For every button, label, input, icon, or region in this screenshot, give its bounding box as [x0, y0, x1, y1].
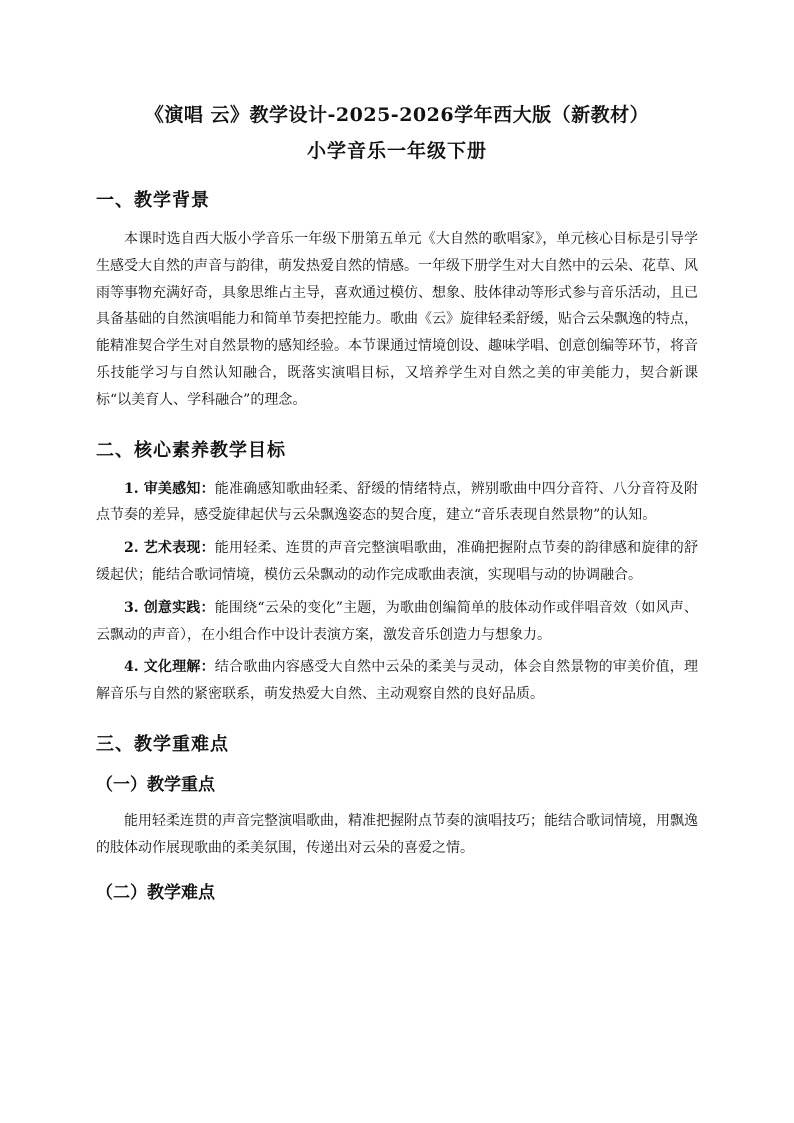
goal-text: 结合歌曲内容感受大自然中云朵的柔美与灵动，体会自然景物的审美价值，理解音乐与自然的紧密联系，萌发热爱大自然、主动观察自然的良好品质。 — [96, 659, 698, 703]
document-subtitle: 小学音乐一年级下册 — [306, 140, 487, 162]
goal-item — [96, 535, 698, 589]
goal-text: 能围绕“云朵的变化”主题，为歌曲创编简单的肢体动作或伴唱音效（如风声、云飘动的声音），在小组合作中设计表演方案，激发音乐创造力与想象力。 — [96, 599, 698, 643]
section-goals — [96, 436, 698, 708]
goal-label: 4. 文化理解： — [124, 659, 215, 676]
goal-item — [96, 476, 698, 530]
subsection-heading: （二）教学难点 — [96, 882, 215, 903]
section-heading: 二、核心素养教学目标 — [96, 439, 286, 461]
goal-item — [96, 654, 698, 708]
goal-text: 能用轻柔、连贯的声音完整演唱歌曲，准确把握附点节奏的韵律感和旋律的舒缓起伏；能结合歌词情境，模仿云朵飘动的动作完成歌曲表演，实现唱与动的协调融合。 — [96, 540, 698, 583]
goal-label: 2. 艺术表现： — [124, 540, 215, 557]
section-paragraph: 本课时选自西大版小学音乐一年级下册第五单元《大自然的歌唱家》，单元核心目标是引导学生感受大自然的声音与韵律，萌发热爱自然的情感。一年级下册学生对大自然中的云朵、花草、风雨等事物充满好奇，具象思维占主导，喜欢通过模仿、想象、肢体律动等形式参与音乐活动，且已具备基础的自然演唱能力和简单节奏把控能力。歌曲《云》旋律轻柔舒缓，贴合云朵飘逸的特点，能精准契合学生对自然景物的感知经验。本节课通过情境创设、趣味学唱、创意创编等环节，将音乐技能学习与自然认知融合，既落实演唱目标，又培养学生对自然之美的审美能力，契合新课标“以美育人、学科融合”的理念。 — [96, 231, 698, 408]
section-background — [96, 186, 698, 414]
document-body — [96, 186, 698, 930]
document-title: 《演唱 云》教学设计-2025-2026学年西大版（新教材） — [144, 104, 650, 126]
goal-item — [96, 595, 698, 649]
section-heading: 一、教学背景 — [96, 190, 210, 211]
goal-label: 1. 审美感知： — [124, 480, 215, 497]
section-heading: 三、教学重难点 — [96, 733, 229, 755]
subsection-heading: （一）教学重点 — [96, 774, 215, 795]
goal-label: 3. 创意实践： — [124, 599, 215, 616]
goal-text: 能准确感知歌曲轻柔、舒缓的情绪特点，辨别歌曲中四分音符、八分音符及附点节奏的差异，感受旋律起伏与云朵飘逸姿态的契合度，建立“音乐表现自然景物”的认知。 — [96, 480, 698, 524]
section-key-points — [96, 730, 698, 908]
subsection-paragraph: 能用轻柔连贯的声音完整演唱歌曲，精准把握附点节奏的演唱技巧；能结合歌词情境，用飘逸的肢体动作展现歌曲的柔美氛围，传递出对云朵的喜爱之情。 — [96, 812, 698, 856]
